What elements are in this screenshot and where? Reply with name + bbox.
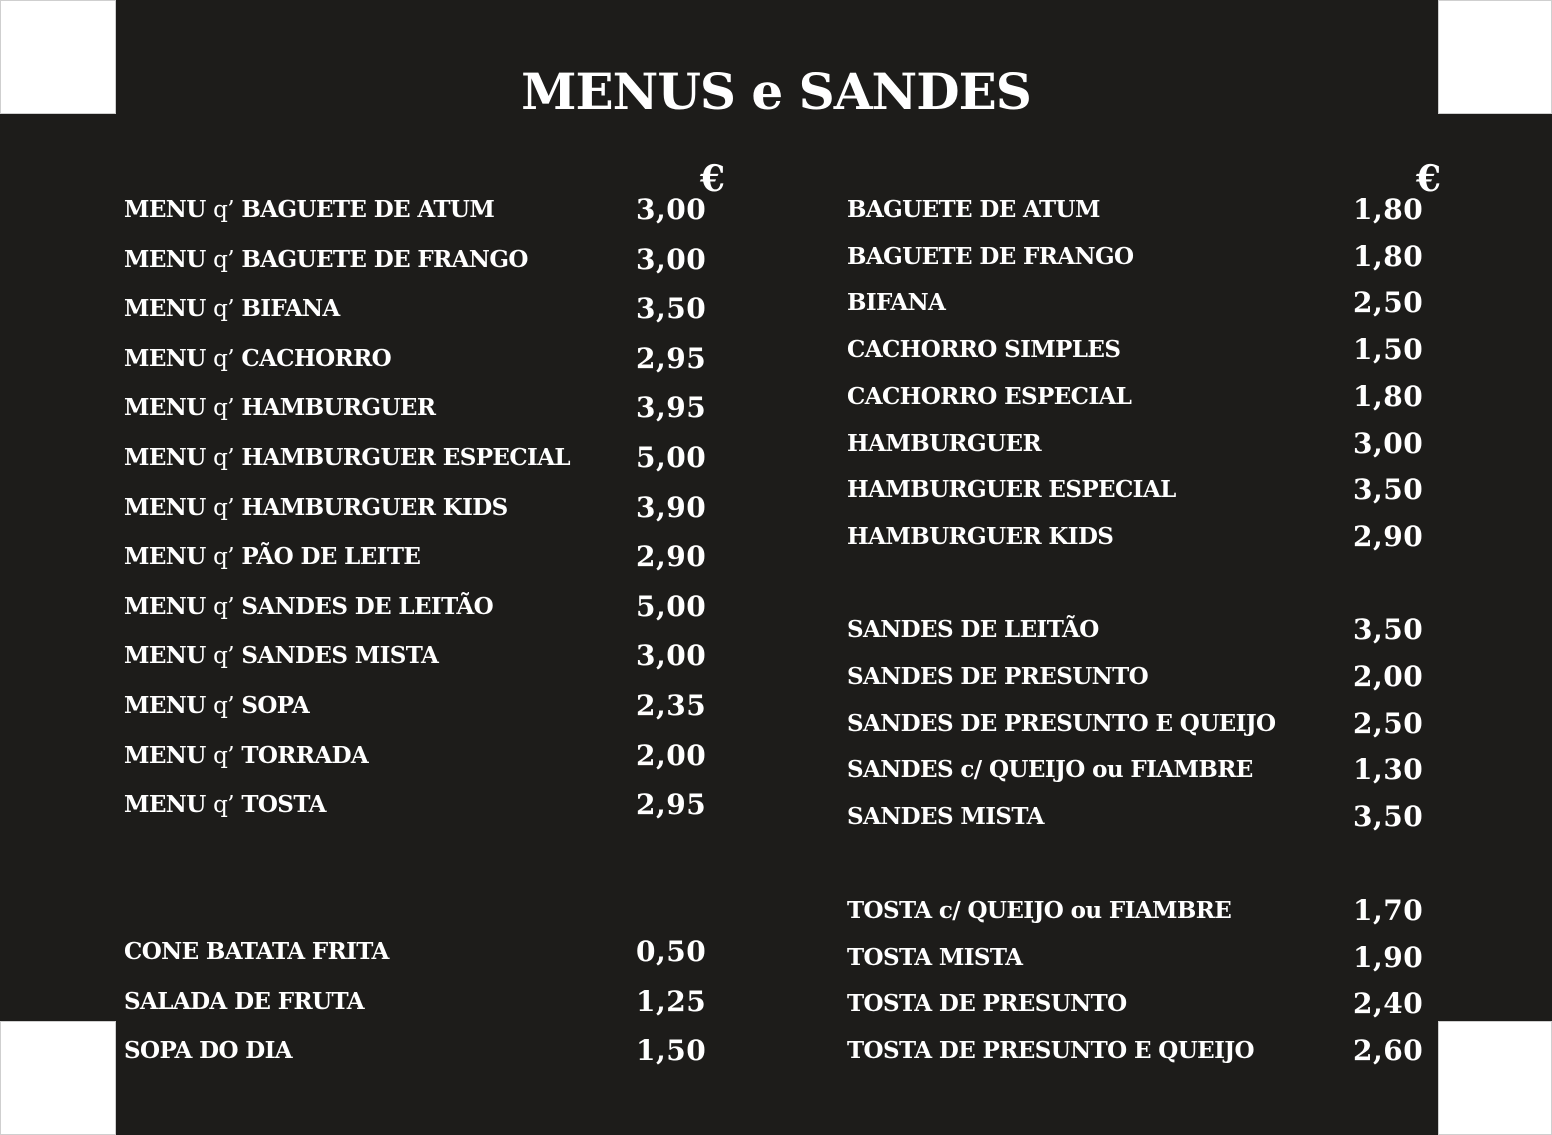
item-label: TOSTA c/ QUEIJO ou FIAMBRE (847, 897, 1232, 924)
menu-prefix: MENU (124, 295, 206, 323)
item-name (124, 246, 528, 273)
item-price: 3,50 (1353, 613, 1424, 646)
item-name (124, 1037, 292, 1064)
menu-combo-item (124, 490, 724, 528)
menu-with-marker: q’ (213, 296, 234, 323)
menu-with-marker: q’ (213, 395, 234, 422)
corner-cutout-bottom-right (1438, 1021, 1552, 1135)
item-name (847, 1037, 1254, 1064)
currency-header-right: € (1416, 158, 1442, 200)
item-price: 2,35 (636, 689, 707, 722)
extra-item (124, 935, 724, 972)
baguete-item (847, 286, 1437, 323)
menu-with-marker: q’ (213, 742, 234, 769)
item-label: PÃO DE LEITE (241, 543, 421, 571)
baguete-item (847, 239, 1437, 277)
item-price: 2,90 (1353, 519, 1424, 553)
item-label: HAMBURGUER ESPECIAL (847, 476, 1176, 504)
menu-with-marker: q’ (213, 494, 234, 521)
item-name (124, 692, 309, 719)
item-label: SANDES DE PRESUNTO (847, 662, 1149, 690)
item-name (124, 742, 368, 769)
menu-with-marker: q’ (213, 197, 234, 223)
menu-combo-item (124, 639, 724, 676)
item-price: 2,95 (636, 341, 707, 375)
sandes-item (847, 800, 1437, 837)
item-label: BAGUETE DE FRANGO (847, 242, 1134, 270)
menu-combo-item (124, 589, 724, 627)
item-label: HAMBURGUER KIDS (241, 493, 508, 521)
item-name (124, 345, 391, 372)
menu-prefix: MENU (124, 741, 206, 769)
extra-item (124, 1034, 724, 1071)
menu-with-marker: q’ (213, 792, 234, 819)
item-label: SANDES DE LEITÃO (241, 592, 494, 620)
baguete-item (847, 519, 1437, 557)
baguete-item (847, 193, 1437, 230)
item-label: SOPA DO DIA (124, 1037, 293, 1064)
item-name (847, 663, 1148, 690)
item-price: 5,00 (636, 589, 707, 623)
item-price: 3,95 (636, 391, 707, 425)
item-price: 0,50 (636, 935, 707, 968)
item-name (847, 196, 1100, 223)
item-label: BAGUETE DE ATUM (847, 196, 1100, 223)
menu-combo-item (124, 193, 724, 230)
item-label: TOSTA (241, 791, 326, 819)
sandes-item (847, 706, 1437, 744)
item-name (847, 523, 1113, 550)
item-price: 3,90 (636, 490, 707, 524)
item-price: 1,70 (1353, 894, 1424, 927)
item-label: SALADA DE FRUTA (124, 987, 364, 1015)
item-label: HAMBURGUER ESPECIAL (241, 444, 571, 471)
menu-combo-item (124, 341, 724, 379)
item-price: 1,50 (636, 1034, 707, 1067)
item-label: BIFANA (847, 289, 946, 317)
item-price: 2,60 (1353, 1034, 1424, 1068)
baguete-item (847, 379, 1437, 417)
menu-prefix: MENU (124, 592, 206, 620)
menu-combo-item (124, 788, 724, 825)
baguete-item (847, 426, 1437, 464)
tosta-item (847, 894, 1437, 931)
item-name (847, 383, 1131, 410)
item-price: 1,30 (1353, 753, 1424, 787)
menu-with-marker: q’ (213, 544, 234, 571)
item-name (124, 791, 326, 818)
menu-combo-item (124, 540, 724, 577)
item-name (124, 543, 420, 570)
item-label: BIFANA (241, 295, 340, 323)
item-name (124, 196, 494, 223)
item-name (124, 394, 435, 421)
item-price: 3,50 (636, 292, 707, 326)
item-name (124, 642, 438, 669)
item-price: 1,80 (1353, 239, 1424, 273)
menu-with-marker: q’ (213, 445, 234, 471)
menu-prefix: MENU (124, 196, 206, 223)
item-price: 3,00 (636, 242, 707, 276)
item-name (847, 476, 1176, 503)
item-name (124, 593, 493, 620)
item-price: 2,50 (1353, 706, 1424, 740)
item-label: CACHORRO ESPECIAL (847, 382, 1132, 410)
item-price: 2,50 (1353, 286, 1424, 320)
item-name (847, 430, 1041, 457)
item-price: 2,95 (636, 788, 707, 822)
item-price: 2,90 (636, 540, 707, 574)
item-price: 3,50 (1353, 800, 1424, 834)
menu-with-marker: q’ (213, 593, 234, 620)
page-title: MENUS e SANDES (521, 62, 1031, 121)
item-label: TOSTA DE PRESUNTO E QUEIJO (847, 1037, 1254, 1065)
item-name (847, 756, 1253, 783)
item-label: SOPA (241, 692, 310, 719)
item-label: BAGUETE DE FRANGO (241, 245, 528, 273)
item-price: 1,90 (1353, 940, 1424, 974)
menu-with-marker: q’ (213, 246, 234, 273)
item-name (847, 289, 945, 316)
item-name (124, 444, 570, 471)
item-price: 1,80 (1353, 379, 1424, 413)
sandes-item (847, 659, 1437, 697)
item-price: 1,80 (1353, 193, 1424, 226)
item-price: 2,40 (1353, 987, 1424, 1021)
extra-item (124, 984, 724, 1022)
menu-with-marker: q’ (213, 345, 234, 372)
menu-combo-item (124, 242, 724, 280)
menu-prefix: MENU (124, 344, 206, 372)
item-price: 3,00 (636, 193, 707, 226)
menu-prefix: MENU (124, 692, 206, 719)
item-label: CACHORRO (241, 344, 392, 372)
tosta-item (847, 1034, 1437, 1071)
item-name (124, 295, 340, 322)
item-label: HAMBURGUER (847, 429, 1041, 457)
item-name (847, 616, 1099, 643)
item-label: TOSTA DE PRESUNTO (847, 990, 1127, 1018)
tosta-item (847, 940, 1437, 978)
item-price: 3,50 (1353, 473, 1424, 507)
menu-prefix: MENU (124, 444, 206, 471)
item-name (847, 990, 1127, 1017)
menu-prefix: MENU (124, 642, 206, 670)
currency-header-left: € (700, 158, 726, 200)
item-name (124, 938, 389, 965)
menu-combo-item (124, 689, 724, 726)
item-price: 2,00 (636, 738, 707, 772)
item-label: SANDES MISTA (847, 803, 1044, 831)
menu-with-marker: q’ (213, 693, 234, 719)
menu-prefix: MENU (124, 791, 206, 819)
item-label: BAGUETE DE ATUM (241, 196, 495, 223)
sandes-item (847, 753, 1437, 790)
menu-with-marker: q’ (213, 643, 234, 670)
item-label: SANDES c/ QUEIJO ou FIAMBRE (847, 756, 1253, 784)
item-name (847, 336, 1120, 363)
menu-prefix: MENU (124, 245, 206, 273)
item-price: 1,25 (636, 984, 707, 1018)
item-price: 2,00 (1353, 659, 1424, 693)
item-label: CACHORRO SIMPLES (847, 336, 1121, 364)
menu-prefix: MENU (124, 493, 206, 521)
menu-combo-item (124, 441, 724, 478)
baguete-item (847, 473, 1437, 510)
menu-combo-item (124, 292, 724, 329)
item-name (847, 710, 1275, 737)
item-name (847, 803, 1044, 830)
sandes-item (847, 613, 1437, 650)
item-price: 5,00 (636, 441, 707, 474)
item-name (124, 988, 364, 1015)
baguete-item (847, 333, 1437, 370)
item-name (847, 897, 1231, 924)
tosta-item (847, 987, 1437, 1024)
item-label: SANDES DE PRESUNTO E QUEIJO (847, 709, 1276, 737)
item-name (847, 944, 1022, 971)
item-label: TOSTA MISTA (847, 943, 1023, 971)
menu-combo-item (124, 738, 724, 776)
item-label: HAMBURGUER KIDS (847, 522, 1114, 550)
item-label: CONE BATATA FRITA (124, 938, 389, 965)
item-label: HAMBURGUER (241, 394, 436, 422)
corner-cutout-bottom-left (0, 1021, 116, 1135)
item-label: SANDES MISTA (241, 642, 439, 670)
menu-prefix: MENU (124, 543, 206, 571)
item-price: 1,50 (1353, 333, 1424, 367)
menu-combo-item (124, 391, 724, 428)
item-price: 3,00 (1353, 426, 1424, 460)
item-name (847, 243, 1133, 270)
item-label: SANDES DE LEITÃO (847, 616, 1099, 643)
item-name (124, 494, 508, 521)
menu-prefix: MENU (124, 394, 206, 422)
item-price: 3,00 (636, 639, 707, 673)
item-label: TORRADA (241, 741, 369, 769)
